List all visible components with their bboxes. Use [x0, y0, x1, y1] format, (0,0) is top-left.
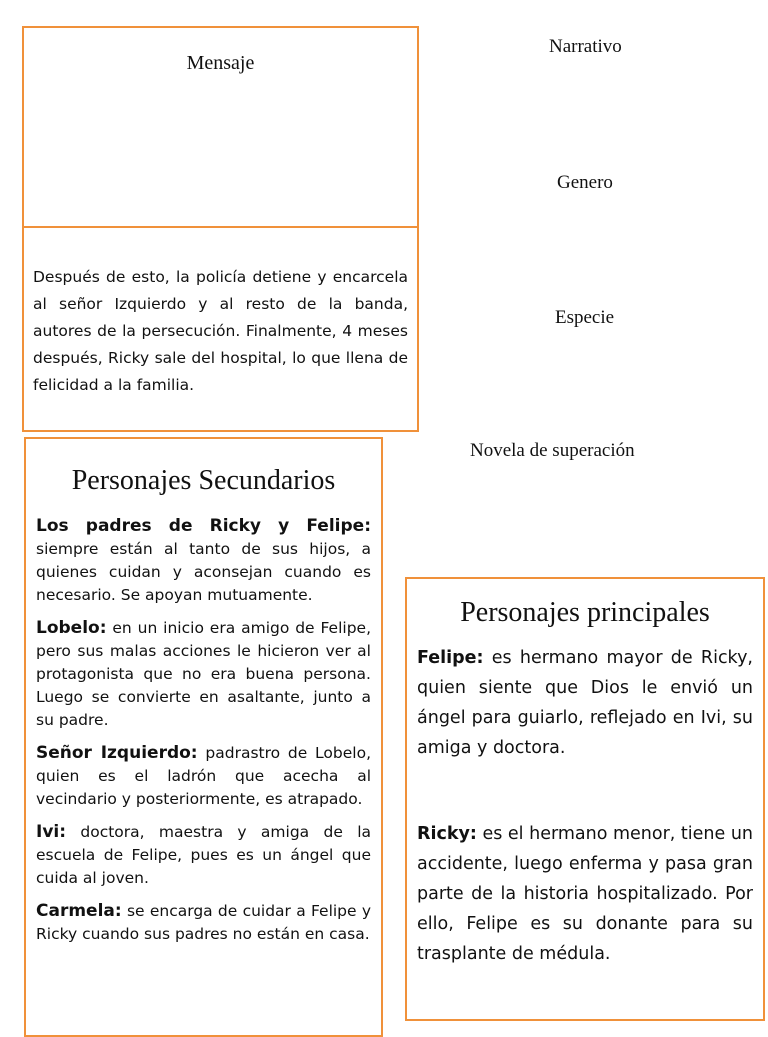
mensaje-divider: [24, 226, 417, 228]
label-especie: Especie: [555, 307, 615, 328]
mensaje-box: [22, 26, 419, 432]
character-description: se encarga de cuidar a Felipe y Ricky cuando sus padres no están en casa.: [36, 902, 371, 943]
character-entry: [36, 821, 371, 890]
character-entry: [36, 617, 371, 732]
character-name: Señor Izquierdo:: [36, 743, 198, 763]
personajes-principales-box: [405, 577, 765, 1021]
character-entry: [36, 900, 371, 946]
character-description: es el hermano menor, tiene un accidente, luego enferma y pasa gran parte de la historia hospitalizado. Por ello, Felipe es su donante para su trasplante de médula.: [417, 824, 754, 964]
label-genero: Genero: [557, 172, 613, 193]
character-name: Carmela:: [36, 901, 122, 921]
character-description: en un inicio era amigo de Felipe, pero sus malas acciones le hicieron ver al protagonista que no era buena persona. Luego se convierte en asaltante, junto a su padre.: [36, 619, 371, 729]
personajes-principales-title: Personajes principales: [460, 597, 710, 628]
character-entry: [417, 643, 753, 763]
character-entry: [36, 515, 371, 607]
character-entry: [417, 819, 753, 969]
personajes-secundarios-title: Personajes Secundarios: [71, 465, 336, 496]
character-name: Lobelo:: [36, 618, 107, 638]
character-name: Ricky:: [417, 824, 477, 844]
mensaje-title: Mensaje: [186, 52, 255, 74]
character-entry: [36, 742, 371, 811]
label-novela: Novela de superación: [470, 440, 635, 461]
character-description: doctora, maestra y amiga de la escuela de Felipe, pues es un ángel que cuida al joven.: [36, 823, 371, 887]
character-description: padrastro de Lobelo, quien es el ladrón que acecha al vecindario y posteriormente, es atrapado.: [36, 744, 371, 808]
character-description: siempre están al tanto de sus hijos, a quienes cuidan y aconsejan cuando es necesario. Se apoyan mutuamente.: [36, 540, 371, 604]
personajes-secundarios-box: [24, 437, 383, 1037]
character-name: Felipe:: [417, 648, 484, 668]
character-name: Ivi:: [36, 822, 67, 842]
label-narrativo: Narrativo: [549, 36, 622, 57]
character-name: Los padres de Ricky y Felipe:: [36, 516, 371, 536]
mensaje-text: Después de esto, la policía detiene y encarcela al señor Izquierdo y al resto de la banda, autores de la persecución. Finalmente, 4 meses después, Ricky sale del hospital, lo que llena de felicidad a la familia.: [33, 268, 408, 394]
character-description: es hermano mayor de Ricky, quien siente que Dios le envió un ángel para guiarlo, reflejado en Ivi, su amiga y doctora.: [417, 648, 753, 758]
